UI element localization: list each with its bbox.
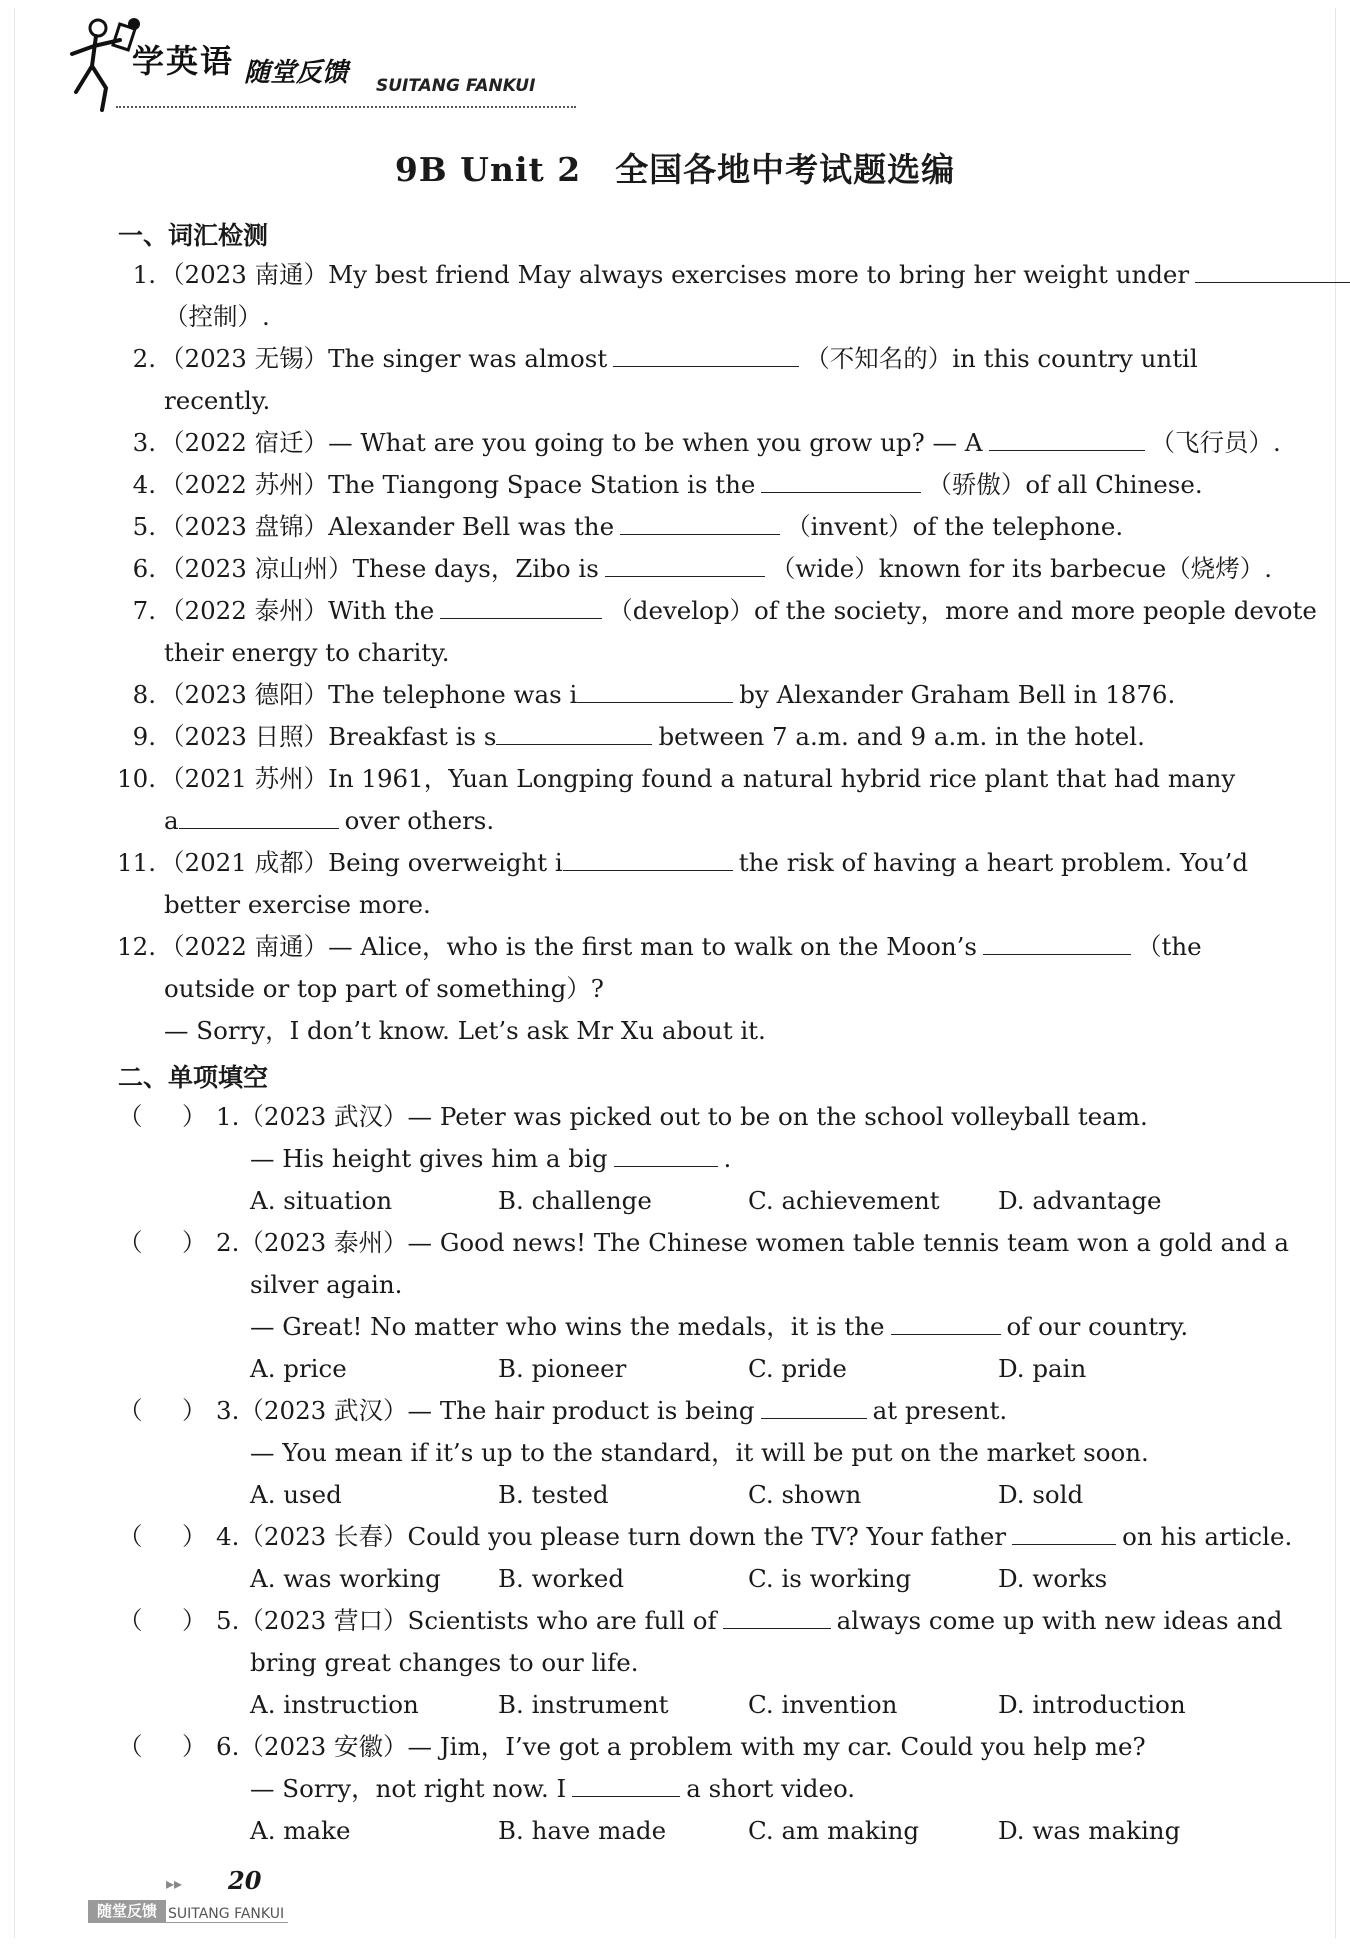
option-b[interactable]: B. pioneer bbox=[498, 1354, 627, 1383]
answer-blank[interactable] bbox=[179, 804, 339, 829]
item-text: （2023 无锡）The singer was almost bbox=[160, 344, 608, 373]
option-a[interactable]: A. instruction bbox=[250, 1690, 419, 1719]
item-text: （2023 武汉）— Peter was picked out to be on the school volleyball team. bbox=[239, 1102, 1148, 1131]
answer-blank[interactable] bbox=[983, 930, 1131, 955]
item-text: the risk of having a heart problem. You’d bbox=[738, 848, 1249, 877]
vocab-item-10: （2021 苏州）In 1961，Yuan Longping found a natural hybrid rice plant that had many bbox=[160, 764, 1236, 793]
mc-question-6 bbox=[216, 1730, 1146, 1764]
item-text: （invent）of the telephone. bbox=[786, 512, 1124, 541]
mc-question-5 bbox=[216, 1604, 1282, 1638]
section-heading-multiple-choice: 二、单项填空 bbox=[118, 1063, 269, 1092]
answer-blank[interactable] bbox=[761, 468, 921, 493]
item-text: — Sorry，not right now. I bbox=[250, 1774, 567, 1803]
vocab-item-2 bbox=[160, 342, 1198, 376]
mc-question-4 bbox=[216, 1520, 1292, 1554]
footer-badge: 随堂反馈 bbox=[88, 1900, 166, 1922]
item-text: （2021 成都）Being overweight i bbox=[160, 848, 563, 877]
option-c[interactable]: C. achievement bbox=[748, 1186, 940, 1215]
item-number: 1. bbox=[216, 1102, 240, 1131]
item-number: 12. bbox=[117, 932, 156, 961]
item-number: 9. bbox=[132, 722, 156, 751]
option-c[interactable]: C. shown bbox=[748, 1480, 862, 1509]
answer-blank[interactable] bbox=[761, 1394, 867, 1419]
page-title: 9B Unit 2 全国各地中考试题选编 bbox=[394, 150, 956, 189]
item-text: （develop）of the society，more and more people devote bbox=[608, 596, 1317, 625]
mc-question-2-line3 bbox=[250, 1310, 1188, 1344]
option-a[interactable]: A. used bbox=[250, 1480, 342, 1509]
option-a[interactable]: A. make bbox=[250, 1816, 351, 1845]
vocab-item-9 bbox=[160, 720, 1145, 754]
answer-blank[interactable] bbox=[563, 846, 733, 871]
item-number: 2. bbox=[216, 1228, 240, 1257]
vocab-item-8 bbox=[160, 678, 1175, 712]
vocab-item-7 bbox=[160, 594, 1317, 628]
logo-main-text: 学英语 bbox=[132, 42, 235, 80]
item-text: （2023 泰州）— Good news! The Chinese women table tennis team won a gold and a bbox=[239, 1228, 1289, 1257]
item-number: 6. bbox=[132, 554, 156, 583]
item-text: （wide）known for its barbecue（烧烤）. bbox=[770, 554, 1273, 583]
vocab-item-12 bbox=[160, 930, 1202, 964]
item-text: between 7 a.m. and 9 a.m. in the hotel. bbox=[658, 722, 1145, 751]
item-text: （2023 长春）Could you please turn down the TV? Your father bbox=[239, 1522, 1007, 1551]
answer-blank[interactable] bbox=[440, 594, 602, 619]
item-text: （2023 盘锦）Alexander Bell was the bbox=[160, 512, 615, 541]
item-text: on his article. bbox=[1122, 1522, 1293, 1551]
item-text: of our country. bbox=[1006, 1312, 1189, 1341]
item-text: bring great changes to our life. bbox=[250, 1648, 639, 1677]
item-text: （2023 营口）Scientists who are full of bbox=[239, 1606, 717, 1635]
item-number: 1. bbox=[132, 260, 156, 289]
item-text: （2023 日照）Breakfast is s bbox=[160, 722, 497, 751]
answer-blank[interactable] bbox=[577, 678, 733, 703]
item-number: 10. bbox=[117, 764, 156, 793]
item-number: 7. bbox=[132, 596, 156, 625]
item-text: better exercise more. bbox=[164, 890, 431, 919]
item-text: （不知名的）in this country until bbox=[805, 344, 1198, 373]
item-number: 3. bbox=[132, 428, 156, 457]
option-b[interactable]: B. challenge bbox=[498, 1186, 652, 1215]
item-text: （2022 宿迁）— What are you going to be when you grow up? — A bbox=[160, 428, 983, 457]
option-d[interactable]: D. works bbox=[998, 1564, 1108, 1593]
item-number: 5. bbox=[132, 512, 156, 541]
answer-blank[interactable] bbox=[614, 1142, 718, 1167]
answer-blank[interactable] bbox=[1195, 258, 1350, 283]
logo-sub-en: SUITANG FANKUI bbox=[376, 76, 536, 96]
mc-question-3 bbox=[216, 1394, 1007, 1428]
answer-blank[interactable] bbox=[605, 552, 765, 577]
item-text: their energy to charity. bbox=[164, 638, 450, 667]
item-text: a bbox=[164, 806, 179, 835]
footer-sub: SUITANG FANKUI bbox=[168, 1906, 285, 1922]
double-arrow-icon: ▸▸ bbox=[166, 1874, 183, 1893]
item-text: （2023 安徽）— Jim，I’ve got a problem with my car. Could you help me? bbox=[239, 1732, 1146, 1761]
item-text: recently. bbox=[164, 386, 271, 415]
item-number: 8. bbox=[132, 680, 156, 709]
item-text: over others. bbox=[344, 806, 495, 835]
item-text: — Sorry，I don’t know. Let’s ask Mr Xu about it. bbox=[164, 1016, 766, 1045]
section-heading-vocabulary: 一、词汇检测 bbox=[118, 221, 269, 250]
answer-blank[interactable] bbox=[496, 720, 652, 745]
item-number: 11. bbox=[117, 848, 156, 877]
item-text: at present. bbox=[872, 1396, 1008, 1425]
item-text: by Alexander Graham Bell in 1876. bbox=[739, 680, 1176, 709]
running-student-icon bbox=[62, 14, 142, 114]
answer-blank[interactable] bbox=[989, 426, 1145, 451]
item-text: （飞行员）. bbox=[1150, 428, 1281, 457]
answer-blank[interactable] bbox=[891, 1310, 1001, 1335]
option-b[interactable]: B. tested bbox=[498, 1480, 609, 1509]
item-number: 3. bbox=[216, 1396, 240, 1425]
item-text: outside or top part of something）? bbox=[164, 974, 604, 1003]
mc-question-2 bbox=[216, 1226, 1289, 1260]
option-c[interactable]: C. invention bbox=[748, 1690, 898, 1719]
option-c[interactable]: C. pride bbox=[748, 1354, 847, 1383]
item-text: （2023 凉山州）These days，Zibo is bbox=[160, 554, 599, 583]
item-text: . bbox=[723, 1144, 732, 1173]
option-b[interactable]: B. instrument bbox=[498, 1690, 669, 1719]
answer-blank[interactable] bbox=[572, 1772, 680, 1797]
option-c[interactable]: C. is working bbox=[748, 1564, 912, 1593]
item-text: always come up with new ideas and bbox=[836, 1606, 1283, 1635]
mc-question-1-line2 bbox=[250, 1142, 731, 1176]
answer-blank[interactable] bbox=[723, 1604, 831, 1629]
item-text: （2023 德阳）The telephone was i bbox=[160, 680, 578, 709]
item-text: — You mean if it’s up to the standard，it will be put on the market soon. bbox=[250, 1438, 1149, 1467]
footer-divider bbox=[88, 1922, 288, 1923]
answer-blank[interactable] bbox=[613, 342, 799, 367]
item-text: — His height gives him a big bbox=[250, 1144, 608, 1173]
option-c[interactable]: C. am making bbox=[748, 1816, 920, 1845]
option-b[interactable]: B. worked bbox=[498, 1564, 625, 1593]
option-d[interactable]: D. advantage bbox=[998, 1186, 1162, 1215]
vocab-item-5 bbox=[160, 510, 1123, 544]
answer-blank[interactable] bbox=[620, 510, 780, 535]
header-logo bbox=[56, 14, 576, 114]
item-number: 5. bbox=[216, 1606, 240, 1635]
vocab-item-1 bbox=[160, 258, 1350, 292]
item-number: 6. bbox=[216, 1732, 240, 1761]
option-d[interactable]: D. sold bbox=[998, 1480, 1084, 1509]
mc-question-1 bbox=[216, 1100, 1148, 1134]
logo-dotted-line bbox=[116, 106, 576, 108]
item-text: — Great! No matter who wins the medals，it is the bbox=[250, 1312, 885, 1341]
item-text: （2022 南通）— Alice，who is the first man to walk on the Moon’s bbox=[160, 932, 977, 961]
vocab-item-4 bbox=[160, 468, 1203, 502]
logo-sub-cn: 随堂反馈 bbox=[244, 58, 349, 88]
option-d[interactable]: D. was making bbox=[998, 1816, 1181, 1845]
vocab-item-11 bbox=[160, 846, 1248, 880]
answer-blank[interactable] bbox=[1012, 1520, 1116, 1545]
item-text: silver again. bbox=[250, 1270, 403, 1299]
option-a[interactable]: A. situation bbox=[250, 1186, 393, 1215]
option-b[interactable]: B. have made bbox=[498, 1816, 667, 1845]
item-number: 4. bbox=[216, 1522, 240, 1551]
vocab-item-6 bbox=[160, 552, 1272, 586]
item-text: （2022 苏州）The Tiangong Space Station is the bbox=[160, 470, 756, 499]
item-text: （2023 武汉）— The hair product is being bbox=[239, 1396, 755, 1425]
item-text: （the bbox=[1136, 932, 1202, 961]
worksheet-page: 学英语 随堂反馈 SUITANG FANKUI 9B Unit 2 全国各地中考试题选编 一、词汇检测 1. （2023 南通）My best friend May always exercises more to bring her weight under （控制）. 2. （2023 无锡）The singer was almost （不知名的）in this country until recently. 3. （2022 宿迁）— What are you going to be when you grow up? — A （飞行员）. 4. （2022 苏州）The Tiangong Space Station is the （骄傲）of all Chinese. 5. （2023 盘锦）Alexander Bell was the （invent）of the telephone. 6. （2023 凉山州）These days，Zibo is （wide）known for its barbecue（烧烤）. 7. （2022 泰州）With the （develop）of the society，more and more people devote their energy to charity. 8. （2023 德阳）The telephone was i by Alexander Graham Bell in 1876. 9. （2023 日照）Breakfast is s between 7 a.m. and 9 a.m. in the hotel. 10. （2021 苏州）In 1961，Yuan Longping found a natural hybrid rice plant that had many a over others. 11. （2021 成都）Being overweight i the risk of having a heart problem. You’d better exercise more. 12. （2022 南通）— Alice，who is the first man to walk on the Moon’s （the outside or top part of something）? — Sorry，I don’t know. Let’s ask Mr Xu about it. 二、单项填空 （ ） 1.（2023 武汉）— Peter was picked out to be on the school volleyball team. — His height gives him a big . A. situation B. challenge C. achievement D. advantage （ ） 2.（2023 泰州）— Good news! The Chinese women table tennis team won a gold and a silver again. — Great! No matter who wins the medals，it is the of our country. A. price B. pioneer C. pride D. pain （ ） 3.（2023 武汉）— The hair product is being at present. — You mean if it’s up to the standard，it will be put on the market soon. A. used B. tested C. shown D. sold （ ） 4.（2023 长春）Could you please turn down the TV? Your father on his article. A. was working B. worked C. is working D. works （ ） 5.（2023 营口）Scientists who are full of always come up with new ideas and bring great changes to our life. A. instruction B. instrument C. invention D. introduction （ ） 6.（2023 安徽）— Jim，I’ve got a problem with my car. Could you help me? — Sorry，not right now. I a short video. A. make B. have made C. am making D. was making ▸▸ 20 随堂反馈 SUITANG FANKUI bbox=[0, 0, 1350, 1954]
option-a[interactable]: A. was working bbox=[250, 1564, 441, 1593]
item-text: （骄傲）of all Chinese. bbox=[927, 470, 1203, 499]
item-text: （2023 南通）My best friend May always exercises more to bring her weight under bbox=[160, 260, 1190, 289]
vocab-item-10-line2 bbox=[164, 804, 494, 838]
item-text: a short video. bbox=[686, 1774, 856, 1803]
option-a[interactable]: A. price bbox=[250, 1354, 347, 1383]
vocab-item-3 bbox=[160, 426, 1281, 460]
item-number: 4. bbox=[132, 470, 156, 499]
page-number: 20 bbox=[228, 1866, 262, 1895]
option-d[interactable]: D. introduction bbox=[998, 1690, 1186, 1719]
option-d[interactable]: D. pain bbox=[998, 1354, 1087, 1383]
item-text: （2022 泰州）With the bbox=[160, 596, 435, 625]
item-text: （控制）. bbox=[164, 302, 270, 331]
mc-question-6-line2 bbox=[250, 1772, 855, 1806]
item-number: 2. bbox=[132, 344, 156, 373]
